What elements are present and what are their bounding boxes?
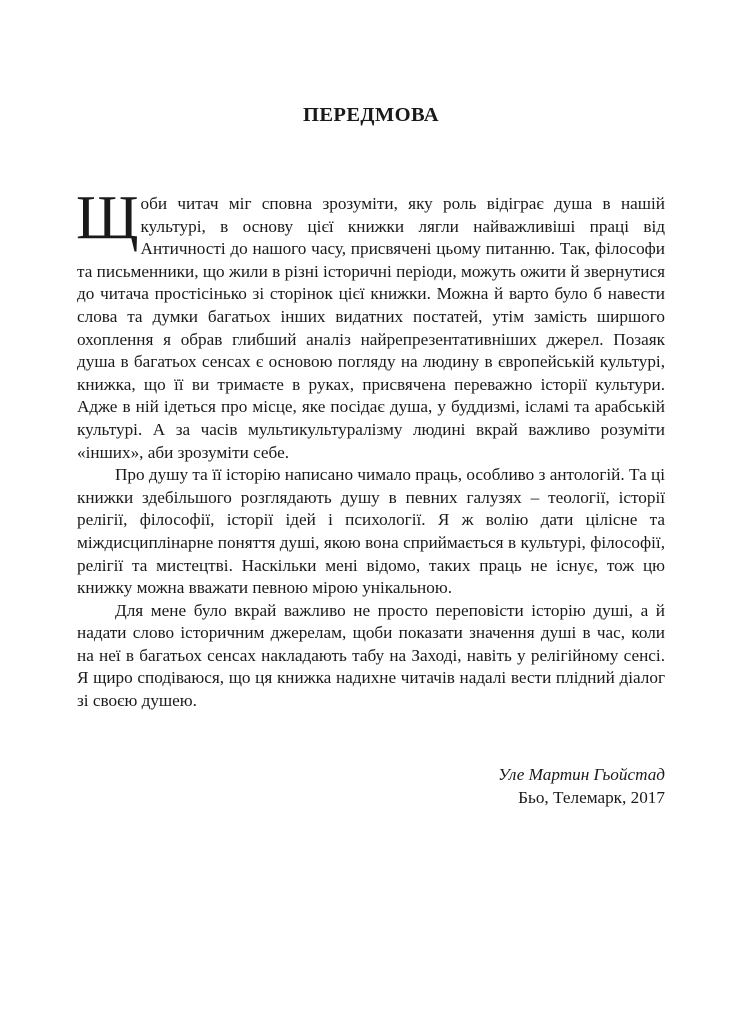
author-name: Уле Мартин Гьойстад — [498, 765, 665, 784]
page-title: ПЕРЕДМОВА — [303, 104, 439, 126]
preface-body — [76, 184, 665, 713]
paragraph-1 — [76, 184, 665, 464]
signature-block — [77, 764, 665, 809]
paragraph-3: Для мене було вкрай важливо не просто переповісти історію душі, а й надати слово історичним джерелам, щоби показати значення душі в час, коли на неї в багатьох сенсах накладають табу на Заході, навіть у релігійному сенсі. Я щиро сподіваюся, що ця книжка надихне читачів надалі вести плідний діалог зі своєю душею. — [77, 600, 665, 711]
paragraph-2: Про душу та її історію написано чимало праць, особливо з антологій. Та ці книжки здебільшого розглядають душу в певних галузях – теології, історії релігії, філософії, історії ідей і психології. Я ж волію дати цілісне та міждисциплінарне поняття душі, якою вона сприймається в культурі, філософії, релігії та мистецтві. Наскільки мені відомо, таких праць не існує, тож цю книжку можна вважати певною мірою унікальною. — [77, 465, 665, 598]
place-and-year: Бьо, Телемарк, 2017 — [518, 787, 665, 807]
paragraph-1-text: оби читач міг сповна зрозуміти, яку роль відіграє душа в нашій культурі, в основу цієї книжки лягли найважливіші праці від Античності до нашого часу, присвячені цьому питанню. Так, філософи та письменники, що жили в різні історичні періоди, можуть ожити й звернутися до читача простісінько зі сторінок цієї книжки. Можна й варто було б навести слова та думки багатьох інших видатних постатей, утім замість ширшого охоплення я обрав глибший аналіз найрепрезентативніших джерел. Позаяк душа в багатьох сенсах є основою погляду на людину в європейській культурі, книжка, що її ви тримаєте в руках, присвячена переважно історії культури. Адже в ній ідеться про місце, яке посідає душа, у буддизмі, ісламі та арабській культурі. А за часів мультикультуралізму людині вкрай важливо розуміти «інших», аби зрозуміти себе. — [77, 194, 665, 462]
drop-cap-letter: Щ — [76, 184, 139, 252]
